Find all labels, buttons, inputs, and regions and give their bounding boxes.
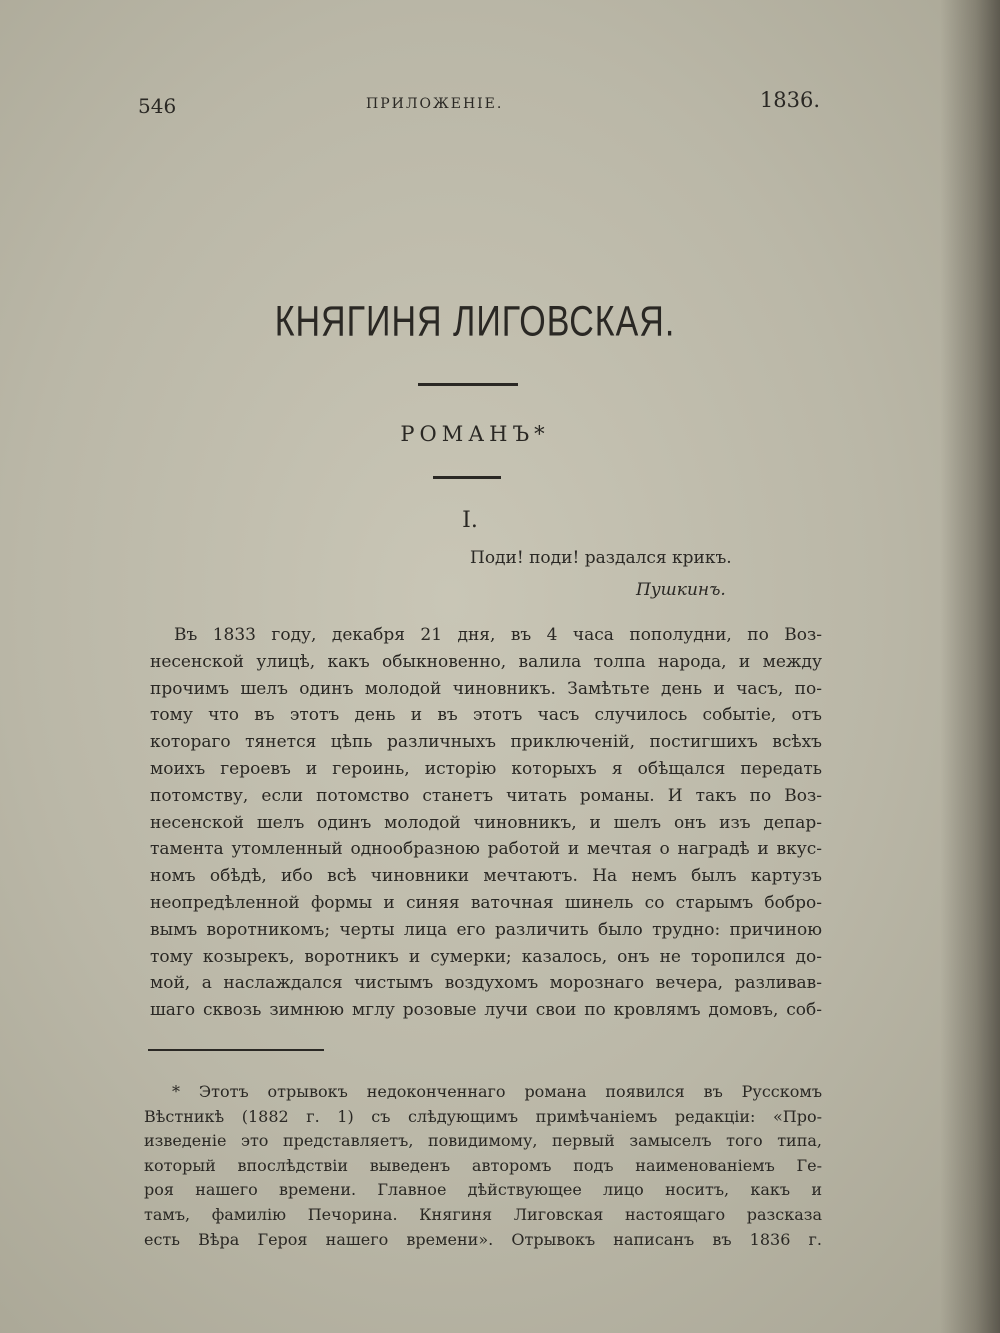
page-header: [138, 88, 820, 128]
title-rule: [418, 383, 518, 386]
body-line: вымъ воротникомъ; черты лица его различить было трудно: причиною: [150, 919, 822, 940]
body-line: несенской улицѣ, какъ обыкновенно, валила толпа народа, и между: [150, 651, 822, 672]
epigraph-author: Пушкинъ.: [636, 580, 726, 600]
page-edge-shadow: [940, 0, 1000, 1333]
header-year: 1836.: [759, 88, 820, 112]
body-line: котораго тянется цѣпь различныхъ приключеній, постигшихъ всѣхъ: [150, 732, 822, 753]
footnote-line: Вѣстникѣ (1882 г. 1) съ слѣдующимъ примѣчаніемъ редакціи: «Про-: [144, 1106, 822, 1126]
body-line: номъ обѣдѣ, ибо всѣ чиновники мечтаютъ. На немъ былъ картузъ: [150, 866, 822, 887]
footnote-rule: [148, 1049, 324, 1051]
footnote-line: тамъ, фамилію Печорина. Княгиня Лиговская настоящаго разсказа: [144, 1204, 822, 1224]
footnote-line: роя нашего времени. Главное дѣйствующее лицо носитъ, какъ и: [144, 1180, 822, 1200]
body-line: тому козырекъ, воротникъ и сумерки; казалось, онъ не торопился до-: [150, 946, 822, 967]
body-line: прочимъ шелъ одинъ молодой чиновникъ. Замѣтьте день и часъ, по-: [150, 678, 822, 699]
body-line: моихъ героевъ и героинь, исторію которыхъ я обѣщался передать: [150, 758, 822, 779]
running-head: ПРИЛОЖЕНІЕ.: [366, 96, 504, 112]
body-line: потомству, если потомство станетъ читать романы. И такъ по Воз-: [150, 785, 822, 806]
work-subtitle: РОМАНЪ*: [400, 422, 550, 446]
footnote-line: изведеніе это представляетъ, повидимому, первый замыселъ того типа,: [144, 1131, 822, 1151]
footnote-line: * Этотъ отрывокъ недоконченнаго романа появился въ Русскомъ: [172, 1082, 822, 1101]
chapter-number: I.: [462, 508, 478, 533]
body-line: неопредѣленной формы и синяя ваточная шинель со старымъ бобро-: [150, 892, 822, 913]
body-line: тому что въ этотъ день и въ этотъ часъ случилось событіе, отъ: [150, 705, 822, 726]
body-line: шаго сквозь зимнюю мглу розовые лучи свои по кровлямъ домовъ, соб-: [150, 1000, 822, 1021]
subtitle-rule: [433, 476, 501, 479]
footnote: [144, 1080, 822, 1252]
footnote-line: есть Вѣра Героя нашего времени». Отрывокъ написанъ въ 1836 г.: [144, 1229, 822, 1249]
footnote-line: который впослѣдствіи выведенъ авторомъ подъ наименованіемъ Ге-: [144, 1155, 822, 1175]
epigraph-text: Поди! поди! раздался крикъ.: [470, 548, 732, 568]
body-line: тамента утомленный однообразною работой и мечтая о наградѣ и вкус-: [150, 839, 822, 860]
work-title: КНЯГИНЯ ЛИГОВСКАЯ.: [274, 298, 676, 346]
body-text: [150, 622, 822, 1024]
body-line: несенской шелъ одинъ молодой чиновникъ, и шелъ онъ изъ депар-: [150, 812, 822, 833]
body-line: Въ 1833 году, декабря 21 дня, въ 4 часа пополудни, по Воз-: [174, 625, 822, 645]
page-number: 546: [138, 94, 177, 118]
body-line: мой, а наслаждался чистымъ воздухомъ морознаго вечера, разливав-: [150, 973, 822, 994]
